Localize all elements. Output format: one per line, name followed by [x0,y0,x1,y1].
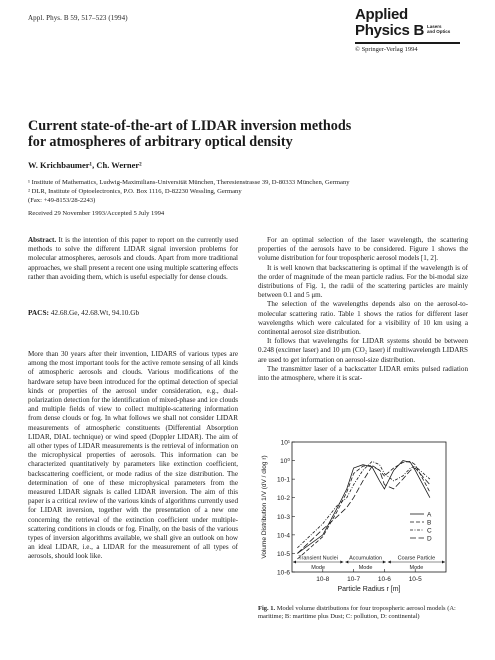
caption-text: Model volume distributions for four tropospheric aerosol models (A: maritime; B: maritime plus Dust; C: pollution, D: continental) [258,605,456,621]
y-tick-label: 10-2 [276,495,290,503]
y-tick-label: 10⁰ [280,458,290,466]
legend-label: D [427,535,432,543]
title-line-2: for atmospheres of arbitrary optical density [28,134,293,150]
affiliation-fax: (Fax: +49-8153/28-2243) [28,197,96,204]
brand-sub-2: and Optics [427,29,451,34]
x-tick-label: 10-6 [377,576,391,583]
legend-label: C [427,527,432,535]
legend-label: B [427,519,432,527]
mode-label: Coarse Particle [397,555,436,562]
y-tick-label: 10-3 [276,513,290,521]
brand-physics-row [355,22,475,40]
brand-rule [355,42,460,44]
y-axis-label: Volume Distribution 1/V (dV / dlog r) [261,455,268,559]
x-tick-label: 10-7 [347,576,361,583]
affiliations [28,178,478,205]
y-tick-label: 10-5 [276,550,290,558]
pacs-codes: 42.68.Ge, 42.68.Wt, 94.10.Gb [48,308,140,317]
journal-brand [355,8,475,53]
brand-applied: Applied [355,6,408,23]
body-paragraph: The selection of the wavelengths depends also on the aerosol-to-molecular scattering ratio. Table 1 shows the ratios for different laser wavelengths which were calculated for a visibility of 10 km using a continental aerosol size distribution. [258,300,468,337]
plot-frame [292,442,446,572]
figure-1-chart [258,432,470,602]
authors: W. Krichbaumer¹, Ch. Werner² [28,160,142,170]
mode-label: Mode [409,565,424,571]
mode-label: Transient Nuclei [298,555,338,562]
body-paragraph: It is well known that backscattering is optimal if the wavelength is of the order of magnitude of the mean particle radius. For the bi-modal size distributions of Fig. 1, the radii of the scattering particles are mainly between 0.1 and 5 μm. [258,263,468,300]
article-title [28,118,468,150]
mode-label: Mode [358,565,373,571]
y-tick-label: 10¹ [280,439,290,447]
abstract-label: Abstract. [28,236,57,244]
body-paragraph: For an optimal selection of the laser wavelength, the scattering properties of the aerosols have to be considered. Figure 1 shows the volume distribution for four tropospheric aerosol models [1, 2]. [258,236,468,263]
pacs-label: PACS: [28,308,49,317]
mode-label: Mode [311,565,326,571]
legend-label: A [427,511,432,519]
mode-arrowhead-left [345,561,348,564]
brand-sub [427,24,450,34]
abstract-text: It is the intention of this paper to report on the currently used methods to solve the different LIDAR signal inversion problems for molecular atmospheres, aerosols and clouds. Apart from more traditional approaches, we shall present a recent one using multiple scattering effects rather than avoiding them, which is useful especially for dense clouds. [28,236,238,281]
abstract [28,236,238,282]
pacs [28,308,139,317]
y-tick-label: 10-6 [276,569,290,577]
title-line-1: Current state-of-the-art of LIDAR inversion methods [28,118,352,134]
received-date: Received 29 November 1993/Accepted 5 July 1994 [28,210,165,217]
body-paragraph: More than 30 years after their invention, LIDARS of various types are among the most important tools for the active remote sensing of all kinds of atmospheric aerosols and clouds. Various modifications of the hardware setup have been introduced for the optimal detection of special kinds or properties of the aerosol under consideration, e.g., dual-polarization detection for the identification of mixed-phase and ice clouds and multiple fields of view to collect multiple-scattering information from dense clouds or fog. In what follows we shall not consider LIDAR measurements of atmospheric constituents (Differential Absorption LIDAR, DIAL technique) or wind speed (Doppler LIDAR). The aim of all other types of LIDAR measurements is the retrieval of information on the microphysical properties of aerosols. This information can be characterized quantitatively by parameters like extinction coefficient, backscattering coefficient, or mode radius of the size distribution. The determination of one of these microphysical parameters from the measured LIDAR signals is called LIDAR inversion. The aim of this paper is a critical review of the various kinds of algorithms currently used for LIDAR inversion, together with the presentation of a new one concerning the retrieval of the extinction coefficient under multiple-scattering conditions in clouds or fog. Finally, on the basis of the various types of inversion algorithms available, we shall give an outlook on how an ideal LIDAR, i.e., a LIDAR for the measurement of all types of aerosols, should look like. [28,350,238,561]
copyright: © Springer-Verlag 1994 [355,46,418,53]
mode-arrowhead-right [383,561,386,564]
y-tick-label: 10-1 [276,476,290,484]
chart-plot-area [261,440,446,594]
mode-label: Accumulation [349,555,383,562]
journal-reference: Appl. Phys. B 59, 517–523 (1994) [28,14,128,22]
series-line-D [297,466,430,553]
mode-arrowhead-right [442,561,445,564]
x-tick-label: 10-8 [316,576,330,583]
mode-arrowhead-left [388,561,391,564]
body-paragraph: The transmitter laser of a backscatter LIDAR emits pulsed radiation into the atmosphere, where it is scat- [258,364,468,383]
body-left-column [28,350,238,562]
figure-caption [258,605,470,621]
mode-arrowhead-left [293,561,296,564]
body-paragraph: It follows that wavelengths for LIDAR systems should be between 0.248 (excimer laser) and 10 μm (CO₂ laser) if multiwavelength LIDARS are used to get information on aerosol-size distribution. [258,337,468,364]
series-line-B [297,461,430,559]
x-axis-label: Particle Radius r [m] [337,586,401,593]
caption-label: Fig. 1. [258,605,276,612]
brand-physics: Physics B [355,22,425,39]
series-line-A [297,461,430,554]
affiliation-1: ¹ Institute of Mathematics, Ludwig-Maximilians-Universität München, Theresienstrasse 39, D-80333 München, Germany [28,179,350,186]
mode-arrowhead-right [340,561,343,564]
body-right-column [258,236,468,383]
y-tick-label: 10-4 [276,532,290,540]
brand-sub-1: Lasers [427,24,442,29]
x-tick-label: 10-5 [408,576,422,583]
affiliation-2: ² DLR, Institute of Optoelectronics, P.O. Box 1116, D-82230 Wessling, Germany [28,188,242,195]
